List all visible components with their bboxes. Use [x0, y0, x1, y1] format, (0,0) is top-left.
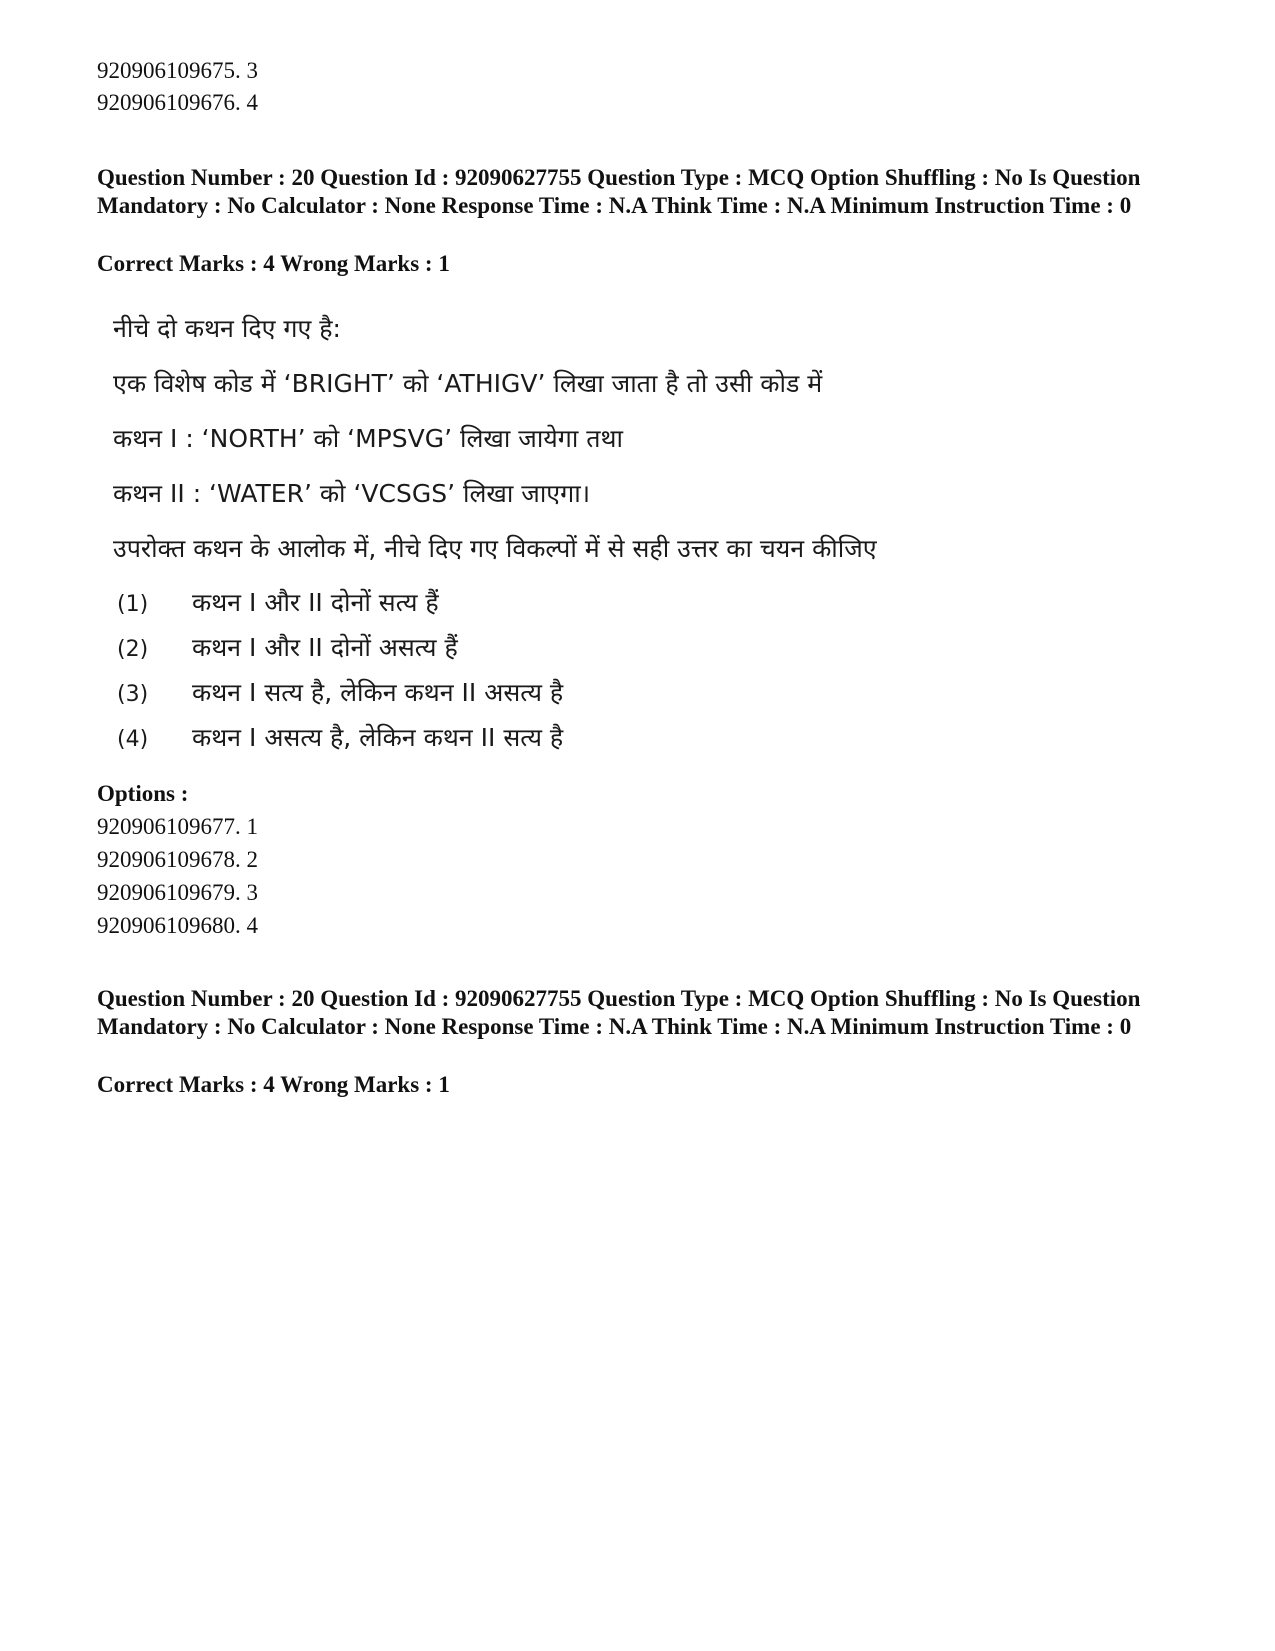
question-marks-2: Correct Marks : 4 Wrong Marks : 1 — [97, 1072, 450, 1097]
option-line: 920906109680. 4 — [97, 913, 258, 938]
question-statement-2: कथन II : ‘WATER’ को ‘VCSGS’ लिखा जाएगा। — [113, 479, 591, 508]
option-line: 920906109679. 3 — [97, 880, 258, 905]
question-intro: नीचे दो कथन दिए गए है: — [113, 314, 341, 343]
question-header: Question Number : 20 Question Id : 92090627755 Question Type : MCQ Option Shuffling : No Is Question Mandatory : No Calculator : None Response Time : N.A Think Time : N.A Minimum Instruction Time : 0 — [97, 165, 1141, 218]
choice-number: (1) — [117, 592, 149, 617]
option-line: 920906109677. 1 — [97, 814, 258, 839]
question-code-line: एक विशेष कोड में ‘BRIGHT’ को ‘ATHIGV’ लिखा जाता है तो उसी कोड में — [113, 369, 823, 398]
choice-number: (3) — [117, 682, 149, 707]
prev-option-line-1: 920906109675. 3 — [97, 58, 258, 83]
option-line: 920906109678. 2 — [97, 847, 258, 872]
choice-text: कथन I और II दोनों सत्य हैं — [192, 588, 439, 617]
choice-number: (2) — [117, 637, 149, 662]
question-header-2: Question Number : 20 Question Id : 92090627755 Question Type : MCQ Option Shuffling : No Is Question Mandatory : No Calculator : None Response Time : N.A Think Time : N.A Minimum Instruction Time : 0 — [97, 986, 1141, 1039]
options-label: Options : — [97, 781, 189, 806]
choice-number: (4) — [117, 727, 149, 752]
question-statement-1: कथन I : ‘NORTH’ को ‘MPSVG’ लिखा जायेगा तथा — [113, 424, 623, 453]
question-instruction: उपरोक्त कथन के आलोक में, नीचे दिए गए विकल्पों में से सही उत्तर का चयन कीजिए — [113, 534, 877, 563]
prev-option-line-2: 920906109676. 4 — [97, 90, 258, 115]
question-marks: Correct Marks : 4 Wrong Marks : 1 — [97, 251, 450, 276]
choice-text: कथन I और II दोनों असत्य हैं — [192, 633, 458, 662]
choice-text: कथन I सत्य है, लेकिन कथन II असत्य है — [192, 678, 564, 707]
choice-text: कथन I असत्य है, लेकिन कथन II सत्य है — [192, 723, 564, 752]
